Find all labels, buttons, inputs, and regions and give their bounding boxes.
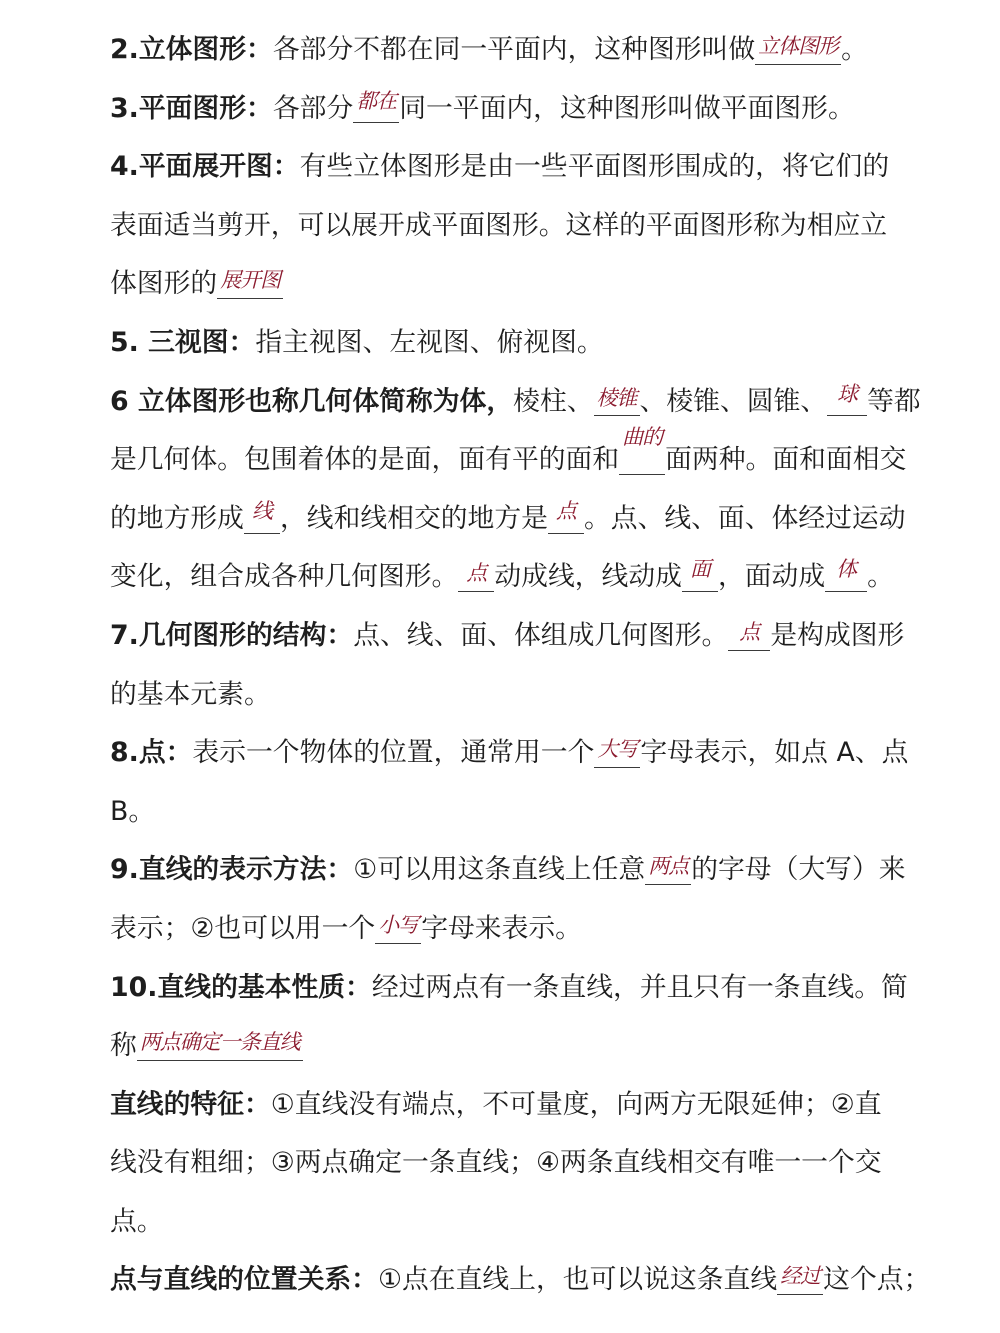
answer-blank (825, 557, 867, 592)
note-line (110, 138, 1000, 197)
handwritten-answer: 棱锥 (596, 385, 637, 410)
note-text: 同一平面内，这种图形叫做平面图形。 (399, 92, 855, 124)
section-heading: 8.点： (110, 737, 193, 769)
note-text: 是几何体。包围着体的是面，面有平的面和 (110, 444, 620, 476)
answer-blank (777, 1264, 823, 1295)
note-text: 是构成图形 (770, 619, 905, 651)
note-text: 的地方形成 (110, 502, 244, 534)
note-line (110, 197, 1000, 256)
note-text: 点、线、面、体组成几何图形。 (353, 619, 729, 651)
section-heading: 10.直线的基本性质： (110, 971, 372, 1003)
handwritten-answer: 球 (837, 381, 858, 406)
answer-blank (619, 425, 665, 475)
answer-blank (682, 557, 718, 592)
note-line (110, 1017, 1000, 1076)
handwritten-answer: 都在 (356, 88, 397, 113)
handwritten-answer: 点 (739, 619, 760, 644)
note-text: 表示一个物体的位置，通常用一个 (192, 737, 595, 769)
note-text: 棱柱、 (513, 385, 594, 417)
handwritten-answer: 点 (466, 561, 487, 586)
note-line (110, 255, 1000, 314)
answer-blank (244, 498, 280, 534)
section-heading: 点与直线的位置关系： (110, 1264, 378, 1296)
answer-blank (645, 854, 691, 885)
note-text: 表面适当剪开，可以展开成平面图形。这样的平面图形称为相应立 (110, 209, 888, 241)
handwritten-answer: 线 (251, 498, 272, 523)
note-text: 称 (110, 1030, 137, 1062)
note-line (110, 21, 1000, 80)
note-text: 。 (867, 561, 894, 593)
note-line (110, 373, 1000, 432)
note-text: B。 (110, 795, 156, 827)
note-text: 各部分 (272, 92, 354, 124)
note-line (110, 841, 1000, 900)
section-heading: 直线的特征： (110, 1088, 271, 1120)
note-text: 经过两点有一条直线，并且只有一条直线。简 (371, 971, 908, 1003)
answer-blank (548, 498, 584, 534)
handwritten-answer: 体 (836, 557, 857, 582)
note-text: 面两种。面和面相交 (665, 444, 907, 476)
section-heading: 4.平面展开图： (110, 151, 300, 183)
note-line (110, 1251, 1000, 1310)
note-text: 各部分不都在同一平面内，这种图形叫做 (272, 34, 756, 65)
note-text: 指主视图、左视图、俯视图。 (255, 326, 604, 358)
note-text: 点。 (110, 1205, 164, 1237)
note-line (110, 548, 1000, 607)
answer-blank (137, 1030, 303, 1061)
note-text: 。点、线、面、体经过运动 (583, 502, 906, 534)
answer-blank (594, 737, 640, 768)
note-text: 字母表示，如点 A、点 (640, 737, 909, 769)
answer-blank (594, 385, 640, 417)
note-text: 表示；②也可以用一个 (110, 912, 376, 944)
handwritten-answer: 面 (689, 557, 710, 582)
note-text: ①点在直线上，也可以说这条直线 (377, 1264, 778, 1296)
note-line (110, 1134, 1000, 1193)
note-line (110, 80, 1000, 139)
note-text: ，线和线相交的地方是 (279, 502, 548, 534)
handwritten-answer: 小写 (378, 912, 419, 937)
answer-blank (217, 268, 283, 299)
note-line (110, 724, 1000, 783)
note-text: 的基本元素。 (110, 678, 271, 710)
note-line (110, 607, 1000, 666)
answer-blank (827, 381, 867, 417)
handwritten-answer: 曲的 (622, 425, 663, 450)
note-text: 动成线，线动成 (494, 561, 682, 593)
handwritten-answer: 大写 (597, 737, 638, 762)
note-text: 。 (841, 34, 868, 65)
section-heading: 9.直线的表示方法： (110, 854, 354, 886)
note-text: 字母来表示。 (421, 912, 582, 944)
note-text: ，面动成 (717, 561, 826, 593)
note-text: 的字母（大写）来 (691, 854, 906, 886)
note-text: ①可以用这条直线上任意 (353, 854, 646, 886)
section-heading: 7.几何图形的结构： (110, 619, 354, 651)
note-text: 这个点； (823, 1264, 931, 1296)
note-text: 体图形的 (110, 268, 218, 300)
answer-blank (755, 34, 841, 65)
note-line (110, 1193, 1000, 1252)
note-line (110, 425, 1000, 490)
handwritten-answer: 点 (555, 498, 576, 523)
section-heading: 6 立体图形也称几何体简称为体， (110, 385, 514, 417)
note-line (110, 900, 1000, 959)
note-text: ①直线没有端点，不可量度，向两方无限延伸；②直 (270, 1088, 882, 1120)
note-text: 有些立体图形是由一些平面图形围成的，将它们的 (299, 151, 890, 183)
note-text: 线没有粗细；③两点确定一条直线；④两条直线相交有唯一一个交 (110, 1147, 882, 1179)
note-text: 等都 (867, 385, 921, 417)
section-heading: 5. 三视图： (110, 326, 256, 358)
answer-blank (375, 912, 421, 944)
note-line (110, 1076, 1000, 1135)
answer-blank (458, 561, 494, 592)
note-line (110, 314, 1000, 373)
note-line (110, 490, 1000, 549)
section-heading: 2.立体图形： (110, 34, 273, 65)
handwritten-answer: 两点确定一条直线 (139, 1030, 300, 1055)
note-line (110, 666, 1000, 725)
handwritten-answer: 经过 (780, 1264, 821, 1289)
note-line (110, 783, 1000, 842)
note-text: 、棱锥、圆锥、 (639, 385, 828, 417)
section-heading: 3.平面图形： (110, 92, 273, 124)
note-line (110, 959, 1000, 1018)
note-text: 变化，组合成各种几何图形。 (110, 561, 459, 593)
handwritten-answer: 展开图 (220, 268, 281, 293)
answer-blank (353, 88, 399, 124)
answer-blank (728, 619, 770, 651)
handwritten-answer: 两点 (648, 854, 689, 879)
handwritten-answer: 立体图形 (758, 34, 839, 58)
